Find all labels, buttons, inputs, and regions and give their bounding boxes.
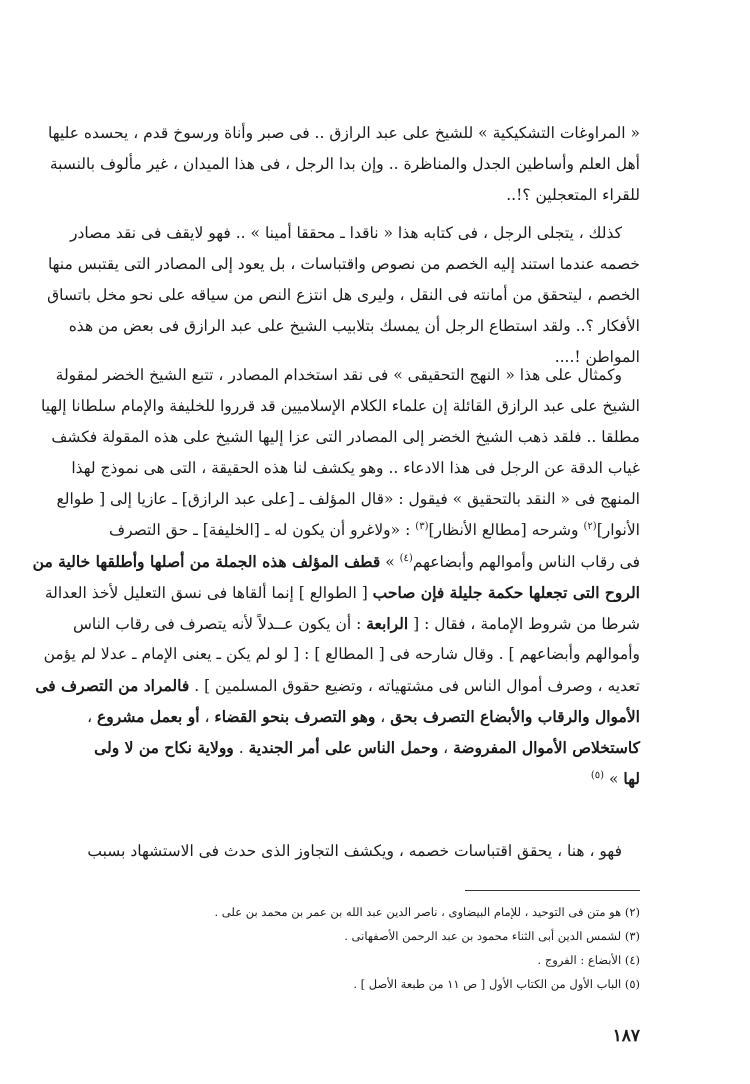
- text-line: [72, 608, 640, 639]
- footnote-3: (٣) لشمس الدين أبى الثناء محمود بن عبد الرحمن الأصفهانى .: [344, 929, 640, 943]
- footnote-2: (٢) هو متن فى التوحيد ، للإمام البيضاوى ، ناصر الدين عبد الله بن عمر بن محمد بن على .: [214, 905, 640, 919]
- text-run: .: [233, 739, 249, 757]
- text-line: المواطن !....: [554, 348, 640, 366]
- text-run: ،: [375, 708, 391, 726]
- text-line: خصمه عندما استند إليه الخصم من نصوص واقتباسات ، بل يعود إلى المصادر التى يقتبس منها: [47, 255, 640, 273]
- paragraph-2: [47, 218, 640, 373]
- bold-text-run: قطف المؤلف هذه الجملة من أصلها وأطلقها خالية من: [32, 552, 381, 571]
- text-line: [109, 515, 640, 546]
- text-line: [94, 732, 640, 763]
- text-line: الأفكار ؟.. ولقد استطاع الرجل أن يمسك بتلابيب الشيخ على عبد الرازق فى بعض من هذه: [68, 317, 640, 335]
- text-run: : أن يكون عــدلاً لأنه يتصرف فى رقاب الناس: [72, 615, 367, 633]
- footnote-ref-2: (٢): [583, 520, 597, 532]
- bold-text-run: وولاية نكاح من لا ولى: [94, 738, 234, 757]
- text-run: ،: [87, 708, 98, 726]
- text-line: الشيخ على عبد الرازق القائلة إن علماء الكلام الإسلاميين قد قرروا للخليفة والإمام سلطانا إلهيا: [41, 397, 640, 415]
- text-line: غياب الدقة عن الرجل فى هذا الادعاء .. وهو يكشف لنا هذه الحقيقة ، التى هى نموذج لهذا: [71, 459, 640, 477]
- paragraph-1: [48, 118, 640, 211]
- text-line: « المراوغات التشكيكية » للشيخ على عبد الرازق .. فى صبر وأناة ورسوخ قدم ، يحسده عليها: [48, 124, 640, 142]
- text-line: [32, 546, 640, 577]
- footnote-4: (٤) الأبضاع : الفروج .: [537, 953, 640, 967]
- footnote-ref-5: (٥): [590, 769, 605, 781]
- footnote-ref-3: (٣): [415, 520, 429, 532]
- bold-text-run: لها: [623, 769, 640, 788]
- text-run: فى رقاب الناس وأموالهم وأبضاعهم: [412, 553, 640, 571]
- text-run: وشرحه [مطالع الأنظار]: [428, 521, 584, 539]
- text-line: [87, 701, 640, 732]
- bold-text-run: فالمراد من التصرف فى: [35, 676, 190, 695]
- bold-text-run: وحمل الناس على أمر الجندية: [248, 738, 439, 757]
- text-line: [109, 763, 640, 794]
- text-run: : «ولاغرو أن يكون له ـ [الخليفة] ـ حق التصرف: [109, 521, 416, 539]
- text-line: الخصم ، ليتحقق من أمانته فى النقل ، وليرى هل انتزع النص من سياقه على نحو مخل باتساق: [47, 286, 640, 304]
- footnotes: [109, 900, 640, 996]
- bold-text-run: الروح التى تجعلها حكمة جليلة فإن صاحب: [372, 583, 640, 602]
- bold-text-run: أو بعمل مشروع: [97, 707, 200, 726]
- text-run: تعديه ، وصرف أموال الناس فى مشتهياته ، وتضيع حقوق المسلمين ] .: [189, 677, 640, 695]
- text-run: »: [604, 770, 624, 788]
- footnote-ref-4: (٤): [399, 552, 413, 564]
- bold-text-run: الأموال والرقاب والأبضاع التصرف بحق: [390, 707, 640, 726]
- text-line: [44, 577, 640, 608]
- bold-text-run: الرابعة: [366, 614, 409, 633]
- bold-text-run: كاستخلاص الأموال المفروضة: [453, 738, 640, 757]
- text-run: شرطا من شروط الإمامة ، فقال : [: [408, 615, 640, 633]
- text-line: [35, 670, 640, 701]
- text-run: »: [380, 553, 400, 571]
- text-line: وأموالهم وأبضاعهم ] . وقال شارحه فى [ المطالع ] : [ لو لم يكن ـ يعنى الإمام ـ عدلا لم يؤمن: [43, 645, 640, 663]
- text-line: فهو ، هنا ، يحقق اقتباسات خصمه ، ويكشف التجاوز الذى حدث فى الاستشهاد بسبب: [87, 842, 622, 860]
- text-run: الأنوار]: [596, 521, 640, 539]
- text-line: المنهج فى « النقد بالتحقيق » فيقول : «قال المؤلف ـ [على عبد الرازق] ـ عازيا إلى [ طوالع: [56, 490, 640, 508]
- text-line: كذلك ، يتجلى الرجل ، فى كتابه هذا « ناقدا ـ محققا أمينا » .. فهو لايقف فى نقد مصادر: [70, 224, 622, 242]
- text-run: ،: [199, 708, 215, 726]
- text-run: ،: [438, 739, 454, 757]
- bold-text-run: وهو التصرف بنحو القضاء: [214, 707, 376, 726]
- paragraph-4: [87, 836, 640, 867]
- paragraph-3: [32, 360, 640, 794]
- text-line: مطلقا .. فلقد ذهب الشيخ الخضر إلى المصادر التى عزا إليها الشيخ على هذه المقولة فكشف: [51, 428, 640, 446]
- page-number: ١٨٧: [612, 1026, 640, 1046]
- text-run: [ الطوالع ] إنما ألقاها فى نسق التعليل لأخذ العدالة: [44, 584, 373, 602]
- text-line: أهل العلم وأساطين الجدل والمناظرة .. وإن بدا الرجل ، فى هذا الميدان ، غير مألوف بالنسبة: [49, 155, 640, 173]
- footnote-divider: [465, 890, 640, 891]
- footnote-5: (٥) الباب الأول من الكتاب الأول [ ص ١١ من طبعة الأصل ] .: [353, 977, 640, 991]
- text-line: وكمثال على هذا « النهج التحقيقى » فى نقد استخدام المصادر ، تتبع الشيخ الخضر لمقولة: [55, 366, 622, 384]
- text-line: للقراء المتعجلين ؟!..: [506, 186, 640, 204]
